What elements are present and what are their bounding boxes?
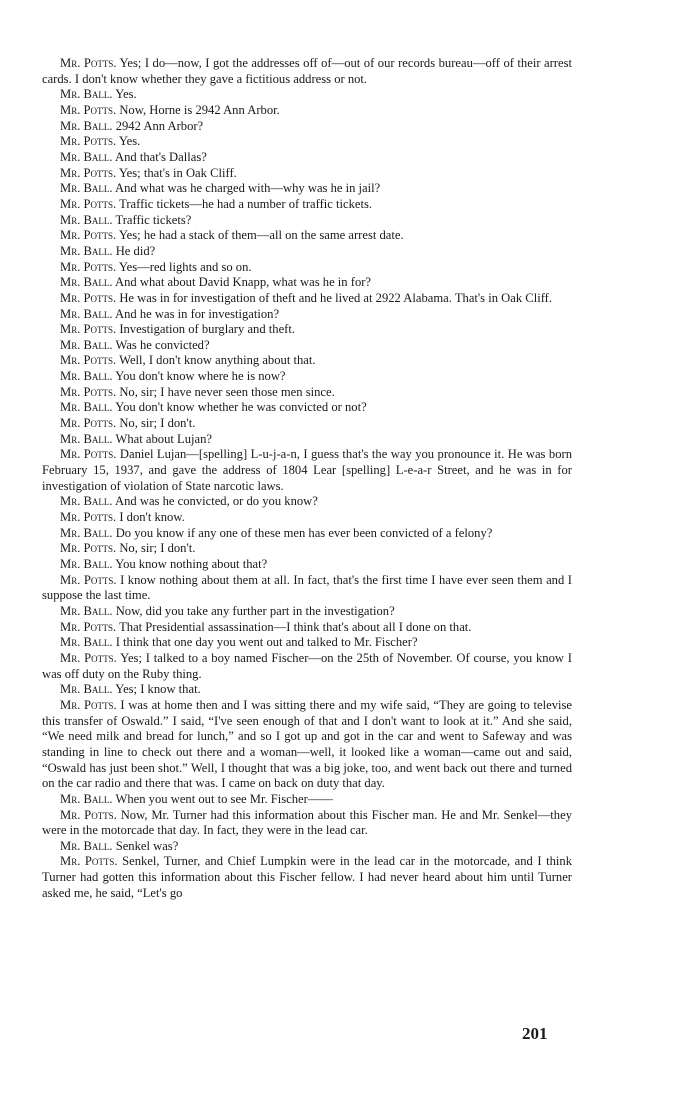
transcript-paragraph (42, 494, 572, 510)
speech-text: When you went out to see Mr. Fischer—— (115, 791, 334, 806)
transcript-paragraph (42, 432, 572, 448)
transcript-paragraph (42, 604, 572, 620)
speech-text: Now, did you take any further part in the investigation? (115, 603, 395, 618)
speech-text: And what about David Knapp, what was he in for? (115, 275, 372, 290)
speech-text: No, sir; I don't. (119, 416, 196, 431)
transcript-paragraph (42, 56, 572, 87)
speech-text: You know nothing about that? (115, 557, 268, 571)
transcript-paragraph (42, 275, 572, 291)
transcript-paragraph (42, 400, 572, 416)
speaker-label: Mr. Ball. (60, 682, 113, 697)
speech-text: And that's Dallas? (115, 149, 207, 164)
transcript-paragraph (42, 291, 572, 307)
speaker-label: Mr. Ball. (60, 118, 113, 133)
page-number: 201 (522, 1024, 548, 1043)
transcript-paragraph (42, 353, 572, 369)
transcript-paragraph (42, 260, 572, 276)
transcript-paragraph (42, 416, 572, 432)
speech-text: 2942 Ann Arbor? (115, 118, 204, 133)
speech-text: I don't know. (119, 510, 185, 525)
transcript-paragraph (42, 839, 572, 855)
speaker-label: Mr. Potts. (60, 697, 117, 712)
speaker-label: Mr. Ball. (60, 149, 113, 164)
speaker-label: Mr. Ball. (60, 431, 113, 446)
speaker-label: Mr. Ball. (60, 494, 113, 509)
speaker-label: Mr. Potts. (60, 572, 117, 587)
speech-text: I was at home then and I was sitting there and my wife said, “They are going to televise this transfer of Oswald.” I said, “I've seen enough of that and I don't want to look at it.” And she said, “We need milk and bread for lunch,” and so I got up and got in the car and went to Safeway and was standing in line to check out there and a woman—well, it looked like a woman—came out and said, “Oswald has just been shot.” Well, I thought that was a big joke, too, and went back out there and turned on the car radio and there that was. I came on back on duty that day. (42, 697, 572, 791)
speaker-label: Mr. Potts. (60, 541, 117, 556)
speaker-label: Mr. Ball. (60, 306, 113, 321)
transcript-paragraph (42, 338, 572, 354)
speech-text: Traffic tickets? (115, 212, 192, 227)
transcript-paragraph (42, 526, 572, 542)
transcript-paragraph (42, 651, 572, 682)
speech-text: And what was he charged with—why was he in jail? (115, 181, 381, 196)
speech-text: I think that one day you went out and talked to Mr. Fischer? (115, 635, 418, 650)
transcript-paragraph (42, 244, 572, 260)
transcript-paragraph (42, 447, 572, 494)
speech-text: You don't know where he is now? (115, 369, 286, 384)
speech-text: Yes; he had a stack of them—all on the same arrest date. (118, 228, 404, 243)
speaker-label: Mr. Ball. (60, 275, 113, 290)
transcript-paragraph (42, 181, 572, 197)
transcript-paragraph (42, 119, 572, 135)
transcript-paragraph (42, 134, 572, 150)
transcript-paragraph (42, 698, 572, 792)
speaker-label: Mr. Potts. (60, 510, 117, 525)
transcript-paragraph (42, 385, 572, 401)
speech-text: Investigation of burglary and theft. (119, 322, 295, 337)
transcript-paragraph (42, 854, 572, 901)
speaker-label: Mr. Potts. (60, 56, 117, 70)
speaker-label: Mr. Ball. (60, 603, 113, 618)
speaker-label: Mr. Ball. (60, 87, 113, 102)
speech-text: He was in for investigation of theft and he lived at 2922 Alabama. That's in Oak Cliff. (119, 290, 553, 305)
speaker-label: Mr. Ball. (60, 838, 113, 853)
speaker-label: Mr. Potts. (60, 447, 117, 462)
speaker-label: Mr. Potts. (60, 384, 117, 399)
transcript-paragraph (42, 510, 572, 526)
speaker-label: Mr. Ball. (60, 243, 113, 258)
speech-text: And he was in for investigation? (115, 306, 280, 321)
speaker-label: Mr. Potts. (60, 416, 117, 431)
speaker-label: Mr. Potts. (60, 650, 117, 665)
speaker-label: Mr. Ball. (60, 791, 113, 806)
speech-text: What about Lujan? (115, 431, 212, 446)
speech-text: Yes; I know that. (115, 682, 201, 697)
speech-text: Yes. (115, 87, 137, 102)
speech-text: Yes; I do—now, I got the addresses off of—out of our records bureau—off of their arrest cards. I don't know whether they gave a fictitious address or not. (42, 56, 572, 86)
speech-text: And was he convicted, or do you know? (115, 494, 318, 509)
transcript-paragraph (42, 369, 572, 385)
speaker-label: Mr. Potts. (60, 134, 117, 149)
speaker-label: Mr. Potts. (60, 353, 117, 368)
speech-text: Traffic tickets—he had a number of traffic tickets. (119, 196, 373, 211)
speaker-label: Mr. Potts. (60, 807, 117, 822)
speaker-label: Mr. Potts. (60, 165, 117, 180)
speech-text: Yes; I talked to a boy named Fischer—on the 25th of November. Of course, you know I was off duty on the Ruby thing. (42, 650, 572, 681)
speaker-label: Mr. Ball. (60, 525, 113, 540)
transcript-paragraph (42, 573, 572, 604)
transcript-page (42, 56, 572, 901)
speaker-label: Mr. Potts. (60, 854, 118, 869)
transcript-paragraph (42, 620, 572, 636)
speech-text: Yes—red lights and so on. (118, 259, 252, 274)
transcript-paragraph (42, 322, 572, 338)
speaker-label: Mr. Ball. (60, 400, 113, 415)
speech-text: Now, Mr. Turner had this information about this Fischer man. He and Mr. Senkel—they were in the motorcade that day. In fact, they were in the lead car. (42, 807, 572, 838)
transcript-paragraph (42, 197, 572, 213)
transcript-paragraph (42, 541, 572, 557)
transcript-paragraph (42, 307, 572, 323)
speech-text: That Presidential assassination—I think that's about all I done on that. (119, 619, 472, 634)
transcript-paragraph (42, 213, 572, 229)
speaker-label: Mr. Ball. (60, 557, 113, 571)
transcript-paragraph (42, 557, 572, 573)
speaker-label: Mr. Potts. (60, 196, 117, 211)
transcript-paragraph (42, 166, 572, 182)
speaker-label: Mr. Potts. (60, 290, 117, 305)
speaker-label: Mr. Potts. (60, 259, 117, 274)
transcript-paragraph (42, 87, 572, 103)
speech-text: Senkel was? (115, 838, 179, 853)
transcript-paragraph (42, 150, 572, 166)
speaker-label: Mr. Potts. (60, 322, 117, 337)
speaker-label: Mr. Ball. (60, 212, 113, 227)
speech-text: Senkel, Turner, and Chief Lumpkin were in the lead car in the motorcade, and I think Turner had gotten this information about this Fischer fellow. I had never heard about him until Turner asked me, he said, “Let's go (42, 854, 572, 900)
speaker-label: Mr. Ball. (60, 369, 113, 384)
speech-text: He did? (115, 243, 156, 258)
transcript-paragraph (42, 635, 572, 651)
speech-text: Yes. (118, 134, 141, 149)
speech-text: No, sir; I have never seen those men since. (119, 384, 335, 399)
speech-text: Daniel Lujan—[spelling] L-u-j-a-n, I guess that's the way you pronounce it. He was born February 15, 1937, and gave the address of 1804 Lear [spelling] L-e-a-r Street, and he was in for investigation of violation of State narcotic laws. (42, 447, 572, 493)
speech-text: You don't know whether he was convicted or not? (115, 400, 367, 415)
transcript-paragraph (42, 682, 572, 698)
speech-text: No, sir; I don't. (119, 541, 196, 556)
speaker-label: Mr. Ball. (60, 635, 113, 650)
speaker-label: Mr. Ball. (60, 181, 113, 196)
transcript-paragraph (42, 808, 572, 839)
speaker-label: Mr. Potts. (60, 102, 117, 117)
transcript-paragraph (42, 228, 572, 244)
speech-text: Now, Horne is 2942 Ann Arbor. (119, 102, 280, 117)
speech-text: Yes; that's in Oak Cliff. (118, 165, 237, 180)
speaker-label: Mr. Potts. (60, 228, 117, 243)
speaker-label: Mr. Potts. (60, 619, 117, 634)
speaker-label: Mr. Ball. (60, 337, 113, 352)
speech-text: Well, I don't know anything about that. (119, 353, 316, 368)
speech-text: I know nothing about them at all. In fact, that's the first time I have ever seen them and I suppose the last time. (42, 572, 572, 603)
speech-text: Do you know if any one of these men has ever been convicted of a felony? (115, 525, 493, 540)
speech-text: Was he convicted? (115, 337, 210, 352)
transcript-paragraph (42, 792, 572, 808)
transcript-paragraph (42, 103, 572, 119)
